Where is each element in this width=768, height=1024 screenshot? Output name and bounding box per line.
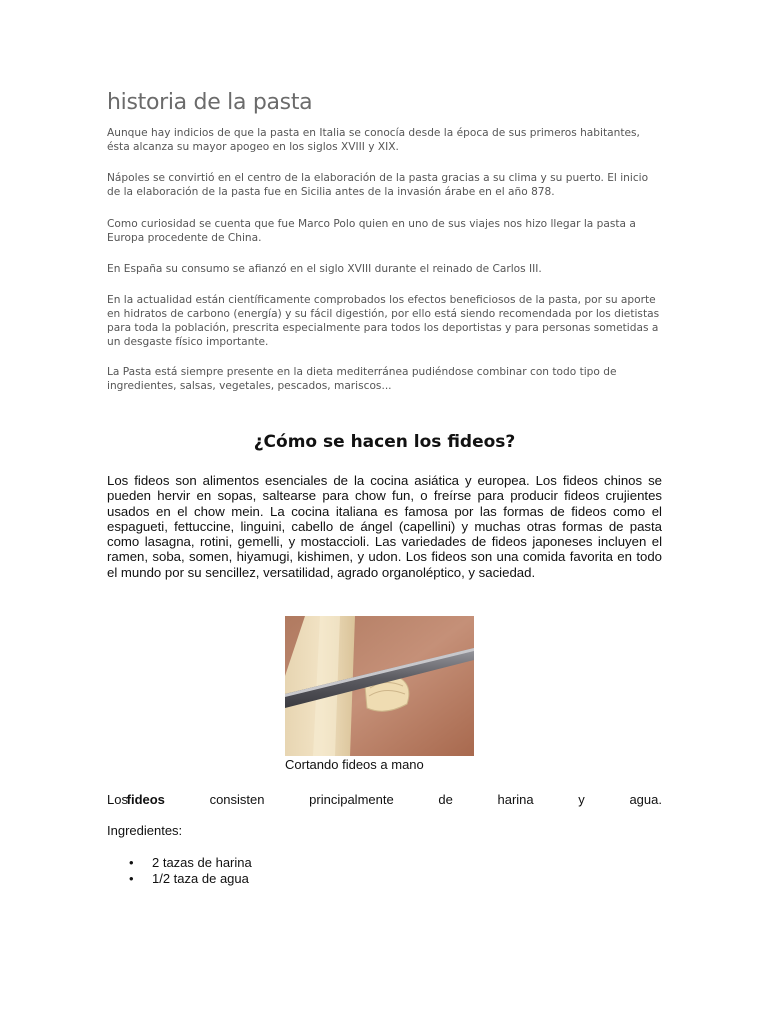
consist-word: y bbox=[578, 792, 585, 807]
ingredients-list bbox=[107, 855, 252, 887]
bullet-icon: • bbox=[129, 855, 134, 870]
consist-word: agua. bbox=[629, 792, 662, 807]
history-title: historia de la pasta bbox=[107, 90, 313, 115]
history-paragraph-5: En la actualidad están científicamente comprobados los efectos beneficiosos de la pasta, por su aporte en hidratos de carbono (energía) y su fácil digestión, por ello está siendo recomendada por los dietistas para toda la población, prescrita especialmente para todos los deportistas y para personas sometidas a un desgaste físico importante. bbox=[107, 294, 660, 348]
consist-word: de bbox=[438, 792, 453, 807]
list-item bbox=[107, 871, 252, 887]
consist-word: Los bbox=[107, 792, 128, 807]
photo-caption: Cortando fideos a mano bbox=[285, 757, 424, 772]
consist-word: harina bbox=[497, 792, 534, 807]
fideos-consist-line bbox=[107, 792, 662, 807]
history-paragraph-2: Nápoles se convirtió en el centro de la elaboración de la pasta gracias a su clima y su puerto. El inicio de la elaboración de la pasta fue en Sicilia antes de la invasión árabe en el año 878. bbox=[107, 172, 649, 198]
ingredient-text: 1/2 taza de agua bbox=[152, 871, 249, 886]
history-paragraph-4: En España su consumo se afianzó en el siglo XVIII durante el reinado de Carlos III. bbox=[107, 263, 542, 275]
history-paragraph-1: Aunque hay indicios de que la pasta en Italia se conocía desde la época de sus primeros habitantes, ésta alcanza su mayor apogeo en los siglos XVIII y XIX. bbox=[107, 127, 640, 153]
fideos-heading: ¿Cómo se hacen los fideos? bbox=[253, 432, 516, 452]
ingredients-label: Ingredientes: bbox=[107, 823, 183, 838]
fideos-intro-paragraph: Los fideos son alimentos esenciales de la cocina asiática y europea. Los fideos chinos se pueden hervir en sopas, saltearse para chow fun, o freírse para producir fideos crujientes usados en el chow mein. La cocina italiana es famosa por las formas de fideos como el espagueti, fettuccine, linguini, cabello de ángel (capellini) y muchas otras formas de pasta como lasagna, rotini, gemelli, y mostaccioli. Las variedades de fideos japoneses incluyen el ramen, soba, somen, hiyamugi, kishimen, y udon. Los fideos son una comida favorita en todo el mundo por su sencillez, versatilidad, agrado organoléptico, y saciedad. bbox=[107, 473, 662, 580]
history-paragraph-6: La Pasta está siempre presente en la dieta mediterránea pudiéndose combinar con todo tipo de ingredientes, salsas, vegetales, pescados, mariscos... bbox=[107, 366, 617, 392]
ingredient-text: 2 tazas de harina bbox=[152, 855, 252, 870]
consist-word-bold: fideos bbox=[126, 792, 165, 807]
history-paragraph-3: Como curiosidad se cuenta que fue Marco Polo quien en uno de sus viajes nos hizo llegar la pasta a Europa procedente de China. bbox=[107, 218, 636, 244]
noodle-cutting-photo bbox=[285, 616, 474, 756]
bullet-icon: • bbox=[129, 871, 134, 886]
consist-word: consisten bbox=[209, 792, 265, 807]
list-item bbox=[107, 855, 252, 871]
consist-word: principalmente bbox=[309, 792, 394, 807]
